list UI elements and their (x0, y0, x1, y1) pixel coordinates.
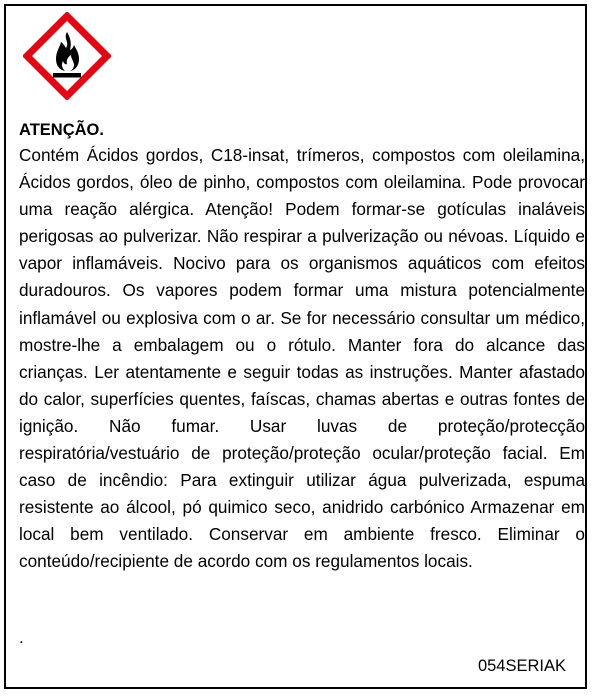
product-code: 054SERIAK (477, 657, 566, 675)
hazard-statements: Contém Ácidos gordos, C18-insat, trímeros, compostos com oleilamina, Ácidos gordos, óleo de pinho, compostos com oleilamina. Pode provocar uma reação alérgica. Atenção! Podem formar-se gotículas inaláveis perigosas ao pulverizar. Não respirar a pulverização ou névoas. Líquido e vapor inflamáveis. Nocivo para os organismos aquáticos com efeitos duradouros. Os vapores podem formar uma mistura potencialmente inflamável ou explosiva com o ar. Se for necessário consultar um médico, mostre-lhe a embalagem ou o rótulo. Manter fora do alcance das crianças. Ler atentamente e seguir todas as instruções. Manter afastado do calor, superfícies quentes, faíscas, chamas abertas e outras fontes de ignição. Não fumar. Usar luvas de proteção/protecção respiratória/vestuário de proteção/proteção ocular/proteção facial. Em caso de incêndio: Para extinguir utilizar água pulverizada, espuma resistente ao álcool, pó quimico seco, anidrido carbónico Armazenar em local bem ventilado. Conservar em ambiente fresco. Eliminar o conteúdo/recipiente de acordo com os regulamentos locais. (19, 145, 585, 572)
trailing-mark: . (19, 628, 24, 647)
flammable-pictogram (23, 12, 111, 100)
signal-word: ATENÇÃO. (19, 121, 104, 139)
label-frame (4, 4, 587, 689)
